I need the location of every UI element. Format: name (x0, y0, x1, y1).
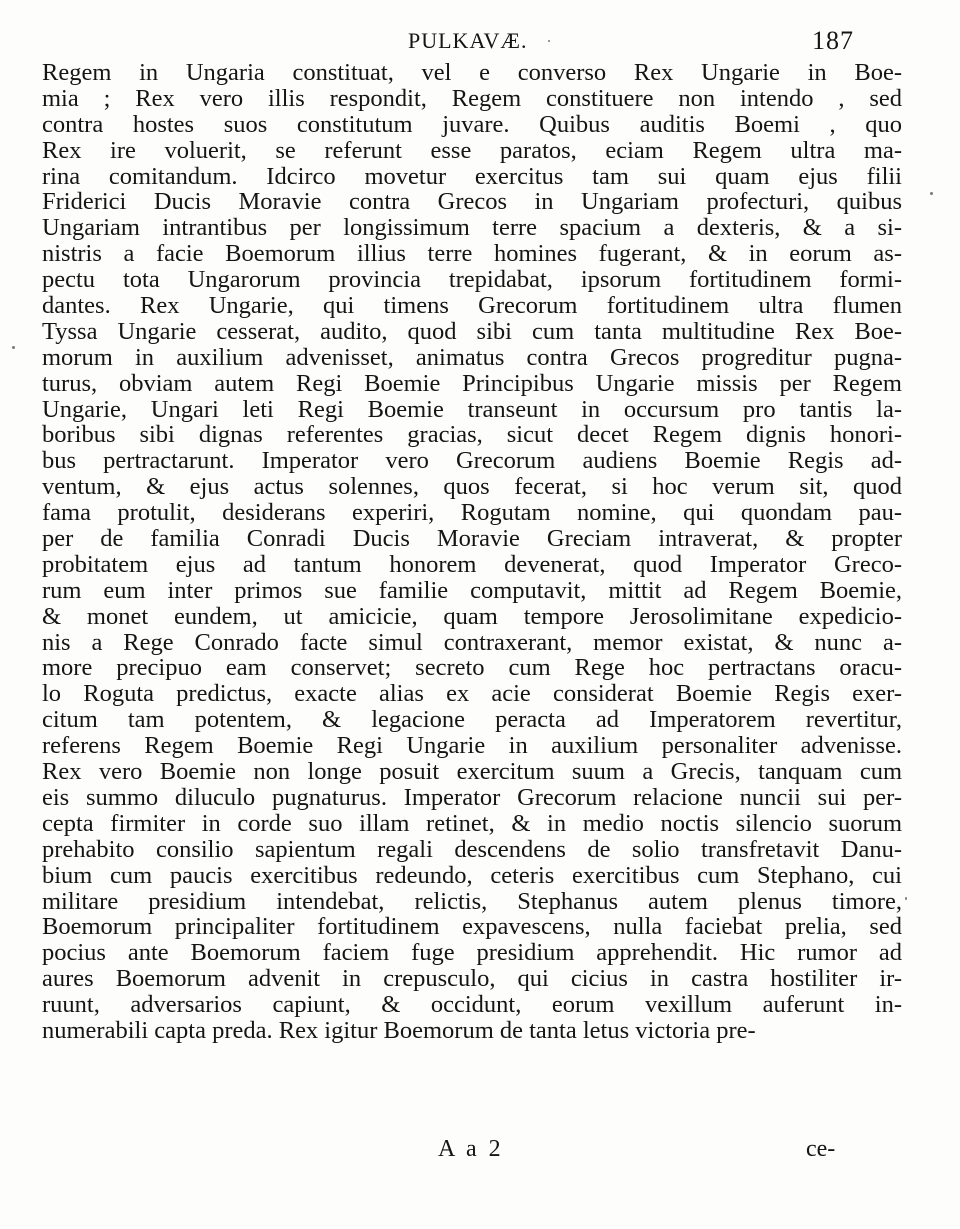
body-text (42, 60, 902, 1044)
text-line: boribus sibi dignas referentes gracias, sicut decet Regem dignis honori- (42, 421, 902, 449)
text-line: bus pertractarunt. Imperator vero Grecorum audiens Boemie Regis ad- (42, 447, 902, 475)
text-line: turus, obviam autem Regi Boemie Principibus Ungarie missis per Regem (42, 369, 902, 397)
text-line: dantes. Rex Ungarie, qui timens Grecorum fortitudinem ultra flumen (42, 292, 902, 320)
text-line: contra hostes suos constitutum juvare. Quibus auditis Boemi , quo (42, 110, 902, 138)
page-footer (0, 1136, 960, 1166)
text-line: aures Boemorum advenit in crepusculo, qui cicius in castra hostiliter ir- (42, 965, 902, 993)
text-line: referens Regem Boemie Regi Ungarie in auxilium personaliter advenisse. (42, 732, 902, 760)
text-line: rum eum inter primos sue familie computavit, mittit ad Regem Boemie, (42, 576, 902, 604)
text-line: Friderici Ducis Moravie contra Grecos in Ungariam profecturi, quibus (42, 188, 902, 216)
text-line: lo Roguta predictus, exacte alias ex acie considerat Boemie Regis exer- (42, 680, 902, 708)
text-line: cepta firmiter in corde suo illam retinet, & in medio noctis silencio suorum (42, 809, 902, 837)
text-line: prehabito consilio sapientum regali descendens de solio transfretavit Danu- (42, 835, 902, 863)
text-line: Regem in Ungaria constituat, vel e converso Rex Ungarie in Boe- (42, 59, 902, 86)
text-line: morum in auxilium advenisset, animatus contra Grecos progreditur pugna- (42, 343, 902, 371)
text-line: Rex ire voluerit, se referunt esse paratos, eciam Regem ultra ma- (42, 136, 902, 164)
print-speck (12, 346, 15, 349)
text-line: rina comitandum. Idcirco movetur exercitus tam sui quam ejus filii (42, 162, 902, 190)
print-speck (930, 192, 933, 195)
text-line: Rex vero Boemie non longe posuit exercitum suum a Grecis, tanquam cum (42, 758, 902, 786)
text-line: fama protulit, desiderans experiri, Rogutam nomine, qui quondam pau- (42, 499, 902, 527)
text-line: pectu tota Ungarorum provincia trepidabat, ipsorum fortitudinem formi- (42, 266, 902, 294)
text-line: ventum, & ejus actus solennes, quos fecerat, si hoc verum sit, quod (42, 473, 902, 501)
text-line: bium cum paucis exercitibus redeundo, ceteris exercitibus cum Stephano, cui (42, 861, 902, 889)
running-title: PULKAVÆ. (408, 28, 528, 53)
page-number: 187 (812, 26, 854, 55)
text-line: per de familia Conradi Ducis Moravie Greciam intraverat, & propter (42, 525, 902, 553)
text-line: Boemorum principaliter fortitudinem expavescens, nulla faciebat prelia, sed (42, 913, 902, 941)
text-line: Ungarie, Ungari leti Regi Boemie transeunt in occursum pro tantis la- (42, 395, 902, 423)
text-line: militare presidium intendebat, relictis, Stephanus autem plenus timore, (42, 887, 902, 915)
text-line: & monet eundem, ut amicicie, quam tempore Jerosolimitane expedicio- (42, 602, 902, 630)
running-head (0, 28, 960, 60)
text-line: nis a Rege Conrado facte simul contraxerant, memor existat, & nunc a- (42, 628, 902, 656)
text-line: probitatem ejus ad tantum honorem devenerat, quod Imperator Greco- (42, 550, 902, 578)
signature-mark: A a 2 (438, 1136, 504, 1162)
text-line: mia ; Rex vero illis respondit, Regem constituere non intendo , sed (42, 84, 902, 112)
text-line: ruunt, adversarios capiunt, & occidunt, eorum vexillum auferunt in- (42, 991, 902, 1019)
text-line: eis summo diluculo pugnaturus. Imperator Grecorum relacione nuncii sui per- (42, 783, 902, 811)
text-line: Tyssa Ungarie cesserat, audito, quod sibi cum tanta multitudine Rex Boe- (42, 317, 902, 345)
catchword: ce- (806, 1136, 836, 1162)
text-line: nistris a facie Boemorum illius terre homines fugerant, & in eorum as- (42, 240, 902, 268)
print-speck (905, 897, 907, 900)
print-speck (548, 40, 550, 42)
text-line: more precipuo eam conservet; secreto cum Rege hoc pertractans oracu- (42, 654, 902, 682)
text-line: numerabili capta preda. Rex igitur Boemorum de tanta letus victoria pre- (42, 1016, 756, 1044)
text-line: Ungariam intrantibus per longissimum terre spacium a dexteris, & a si- (42, 214, 902, 242)
text-line: citum tam potentem, & legacione peracta ad Imperatorem revertitur, (42, 706, 902, 734)
text-line: pocius ante Boemorum faciem fuge presidium apprehendit. Hic rumor ad (42, 939, 902, 967)
